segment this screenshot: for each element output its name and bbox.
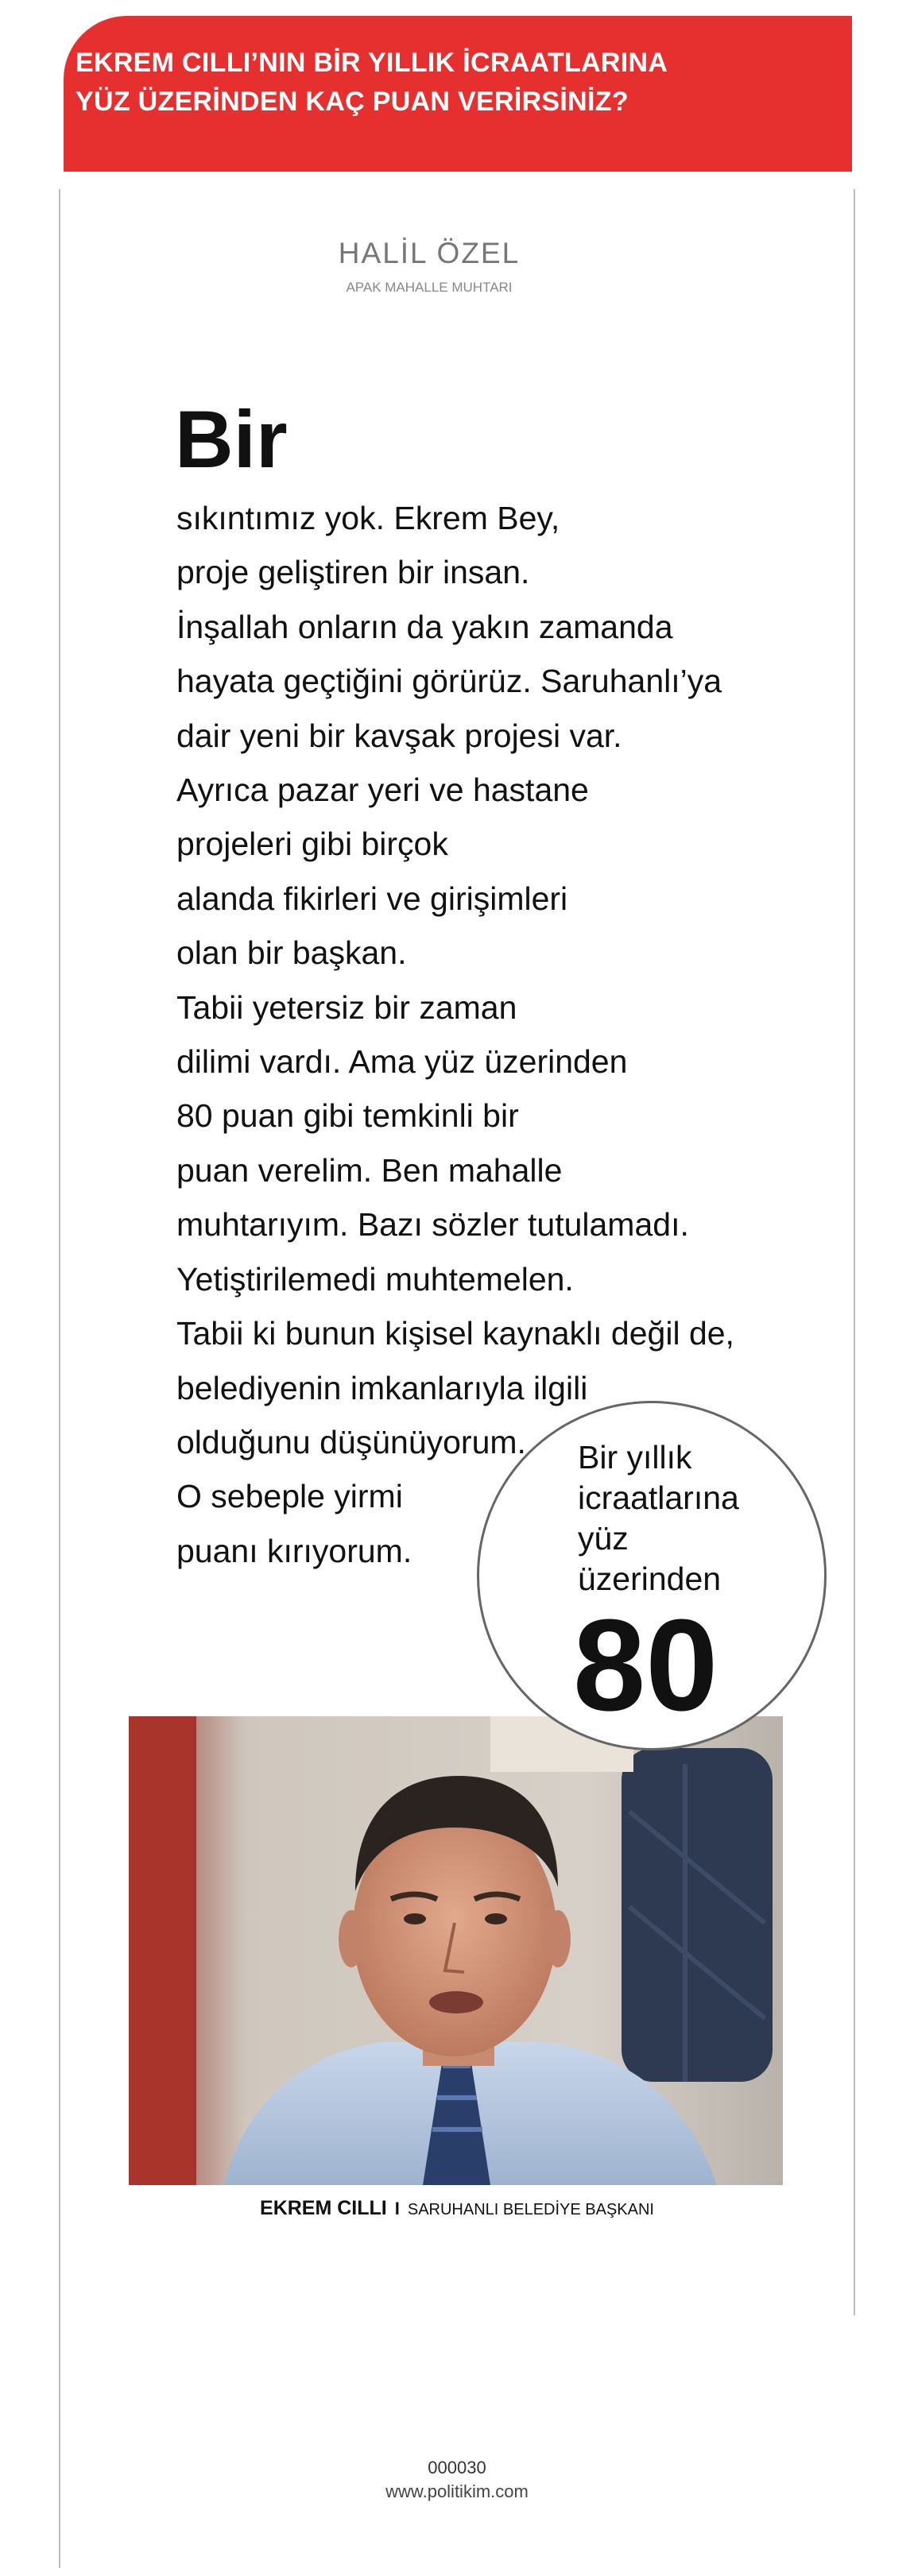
header-question-line-2: YÜZ ÜZERİNDEN KAÇ PUAN VERİRSİNİZ? — [76, 87, 629, 117]
article-line: puanı kırıyorum. — [176, 1532, 412, 1569]
interviewee-name: HALİL ÖZEL — [338, 237, 521, 269]
footer-website: www.politikim.com — [385, 2481, 529, 2501]
article-line: sıkıntımız yok. Ekrem Bey, — [176, 500, 560, 536]
article-line: olan bir başkan. — [176, 934, 407, 972]
article-line: belediyenin imkanlarıyla ilgili — [176, 1369, 588, 1406]
article-line: Tabii ki bunun kişisel kaynaklı değil de, — [176, 1315, 734, 1352]
article-line: projeleri gibi birçok — [176, 826, 448, 863]
article-line: olduğunu düşünüyorum. — [176, 1423, 526, 1460]
article-line: Tabii yetersiz bir zaman — [176, 988, 517, 1026]
score-label-line: üzerinden — [578, 1561, 722, 1597]
article-line: dair yeni bir kavşak projesi var. — [176, 717, 622, 754]
score-badge — [477, 1401, 827, 1750]
article-line: Ayrıca pazar yeri ve hastane — [176, 772, 589, 809]
score-label-line: icraatlarına — [578, 1479, 739, 1516]
article-line: proje geliştiren bir insan. — [176, 554, 530, 591]
header-question — [76, 44, 759, 122]
photo-caption — [0, 2197, 914, 2220]
article-line: hayata geçtiğini görürüz. Saruhanlı’ya — [176, 663, 722, 700]
header-question-line-1: EKREM CILLI’NIN BİR YILLIK İCRAATLARINA — [76, 48, 668, 78]
interviewee-role: APAK MAHALLE MUHTARI — [346, 280, 513, 295]
article-line: muhtarıyım. Bazı sözler tutulamadı. — [176, 1206, 689, 1244]
article-line: alanda fikirleri ve girişimleri — [176, 880, 568, 917]
page-number: 000030 — [428, 2458, 486, 2477]
caption-separator: I — [394, 2199, 400, 2218]
caption-name: EKREM CILLI — [260, 2197, 387, 2219]
score-label-line: yüz — [578, 1520, 629, 1557]
score-label — [578, 1437, 808, 1599]
article-line: Yetiştirilemedi muhtemelen. — [176, 1260, 574, 1298]
article-line: O sebeple yirmi — [176, 1478, 403, 1515]
mayor-photo — [129, 1716, 783, 2185]
article-line: 80 puan gibi temkinli bir — [176, 1097, 519, 1135]
article-line: İnşallah onların da yakın zamanda — [176, 608, 673, 645]
caption-title: SARUHANLI BELEDİYE BAŞKANI — [407, 2201, 654, 2218]
right-divider — [854, 189, 855, 2315]
article-line: puan verelim. Ben mahalle — [176, 1151, 563, 1189]
score-value: 80 — [573, 1592, 718, 1738]
mayor-portrait-illustration — [129, 1716, 783, 2185]
lead-word: Bir — [175, 394, 288, 485]
article-line: dilimi vardı. Ama yüz üzerinden — [176, 1043, 628, 1081]
score-label-line: Bir yıllık — [578, 1439, 692, 1476]
